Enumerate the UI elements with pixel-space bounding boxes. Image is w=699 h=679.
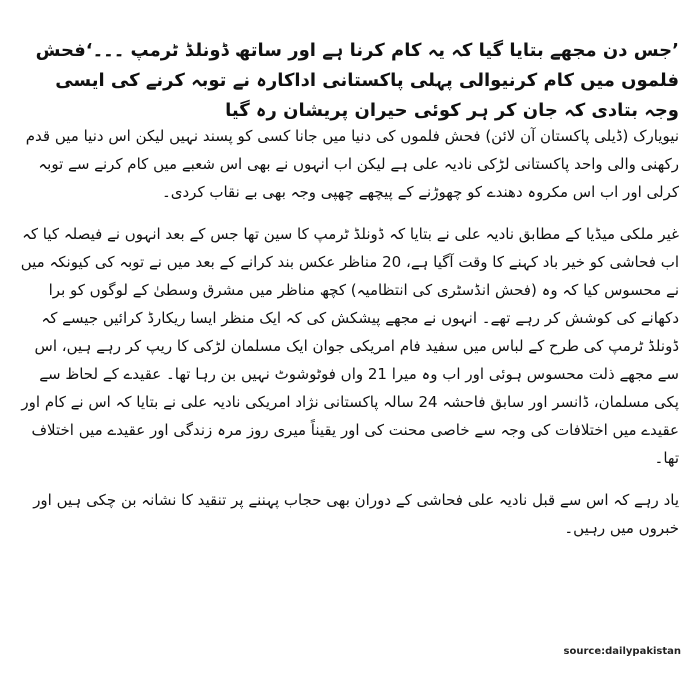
article-body <box>20 122 679 556</box>
article-headline: ’جس دن مجھے بتایا گیا کہ یہ کام کرنا ہے اور ساتھ ڈونلڈ ٹرمپ ۔۔۔‘فحش فلموں میں کام کرنیوالی پہلی پاکستانی اداکارہ نے توبہ کرنے کی ایسی وجہ بتادی کہ جان کر ہر کوئی حیران پریشان رہ گیا <box>35 40 679 121</box>
article-paragraph: نیویارک (ڈیلی پاکستان آن لائن) فحش فلموں کی دنیا میں جانا کسی کو پسند نہیں لیکن اس دنیا میں قدم رکھنی والی واحد پاکستانی لڑکی نادیہ علی ہے لیکن اب انہوں نے بھی اس شعبے میں کام کرنے سے توبہ کرلی اور اب اس مکروہ دھندے کو چھوڑنے کے پیچھے چھپی وجہ بھی بے نقاب کردی۔ <box>25 127 679 201</box>
article-paragraph: یاد رہے کہ اس سے قبل نادیہ علی فحاشی کے دوران بھی حجاب پہننے پر تنقید کا نشانہ بن چکی ہیں اور خبروں میں رہیں۔ <box>33 491 679 537</box>
article-paragraph: غیر ملکی میڈیا کے مطابق نادیہ علی نے بتایا کہ ڈونلڈ ٹرمپ کا سین تھا جس کے بعد انہوں نے فیصلہ کیا کہ اب فحاشی کو خیر باد کہنے کا وقت آگیا ہے، 20 مناظر عکس بند کرانے کے بعد میں نے توبہ کی کیونکہ میں نے محسوس کیا کہ وہ (فحش انڈسٹری کی انتظامیہ) کچھ مناظر میں مشرق وسطیٰ کے لوگوں کو برا دکھانے کی کوشش کر رہے تھے۔ انہوں نے مجھے پیشکش کی کہ ایک منظر ایسا ریکارڈ کرائیں جیسے کہ ڈونلڈ ٹرمپ کی طرح کے لباس میں سفید فام امریکی جوان ایک مسلمان لڑکی کا ریپ کر رہے ہیں، اس سے مجھے ذلت محسوس ہوئی اور اب وہ میرا 21 واں فوٹوشوٹ نہیں بن رہا تھا۔ عقیدے کے لحاظ سے پکی مسلمان، ڈانسر اور سابق فاحشہ 24 سالہ پاکستانی نژاد امریکی نادیہ علی نے بتایا کہ اس نے کام اور عقیدے میں اختلافات کی وجہ سے خاصی محنت کی اور یقیناً میری روز مرہ زندگی اور عقیدے میں اختلاف تھا۔ <box>20 225 679 467</box>
source-credit: source:dailypakistan <box>563 646 681 657</box>
